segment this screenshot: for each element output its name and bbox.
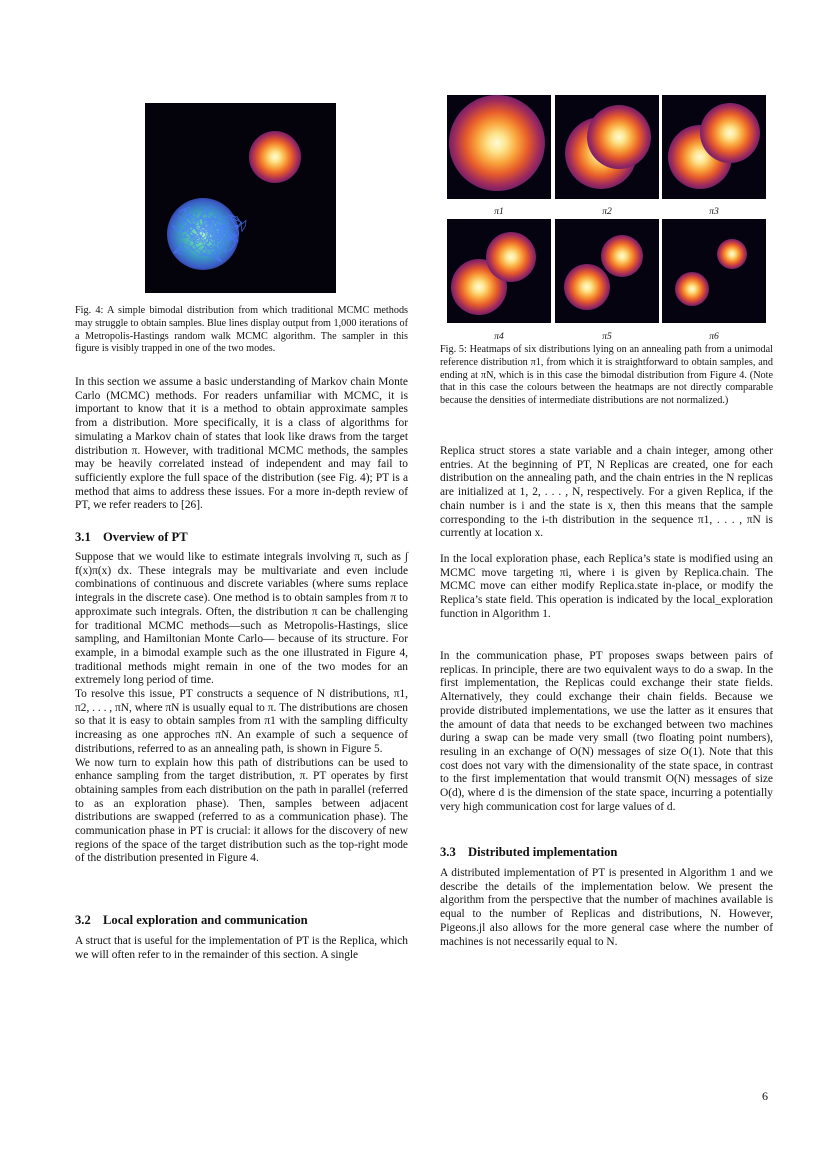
local-phase-paragraph: In the local exploration phase, each Replica’s state is modified using an MCMC move targeting πi, where i is given by Replica.chain. The MCMC move can either modify Replica.state in-place, or modify the Replica’s state field. This operation is indicated by the local_exploration function in Algorithm 1.	[440, 553, 773, 620]
replica-paragraph: Replica struct stores a state variable and a chain integer, among other entries. At the beginning of PT, N Replicas are created, one for each distribution on the annealing path, and the chain entries in the N replicas are initialized at 1, 2, . . . , N, respectively. For a given Replica, if the chain number is i and the state is x, then this means that the sample corresponding to the i-th distribution in the sequence π1, . . . , πN is currently at location x.	[440, 445, 773, 540]
distributed-paragraph: A distributed implementation of PT is presented in Algorithm 1 and we describe the details of the implementation below. We present the algorithm from the perspective that the number of machines available is equal to the number of Replicas and distributions, N. However, Pigeons.jl also allows for the more general case where the number of machines is not necessarily equal to N.	[440, 867, 773, 948]
section-3-1-heading: 3.1 Overview of PT	[75, 530, 188, 544]
label-pi4: π4	[494, 331, 504, 342]
page-number: 6	[762, 1089, 768, 1103]
heatmap-pi4	[447, 219, 551, 323]
local-exploration-paragraph: A struct that is useful for the implementation of PT is the Replica, which we will often refer to in the remainder of this section. A single	[75, 935, 408, 961]
label-pi1: π1	[494, 206, 504, 217]
mcmc-trace	[145, 103, 336, 293]
figure-5-caption: Fig. 5: Heatmaps of six distributions lying on an annealing path from a unimodal reference distribution π1, from which it is straightforward to obtain samples, and ending at πN, which is in this case the bimodal distribution from Figure 4. (Note that in this case the colours between the heatmaps are not directly comparable because the densities of intermediate distributions are not normalized.)	[440, 344, 773, 407]
overview-paragraph-2: To resolve this issue, PT constructs a sequence of N distributions, π1, π2, . . . , πN, where πN is usually equal to π. The distributions are chosen so that it is easy to obtain samples from π1 with the sampling difficulty increasing as one approches πN. An example of such a sequence of distributions, referred to as an annealing path, is shown in Figure 5.	[75, 688, 408, 755]
heatmap-pi1	[447, 95, 551, 199]
heatmap-pi5	[555, 219, 659, 323]
heatmap-pi2	[555, 95, 659, 199]
heatmap-pi6	[662, 219, 766, 323]
section-3-2-heading: 3.2 Local exploration and communication	[75, 913, 308, 927]
section-3-3-heading: 3.3 Distributed implementation	[440, 845, 618, 859]
overview-paragraph-3: We now turn to explain how this path of distributions can be used to enhance sampling from the target distribution, π. PT operates by first obtaining samples from each distribution on the path in parallel (referred to as an exploration phase). Then, samples between adjacent distributions are swapped (referred to as a communication phase). The communication phase in PT is crucial: it allows for the discovery of new regions of the space of the target distribution such as the top-right mode of the distribution presented in Figure 4.	[75, 756, 408, 865]
label-pi6: π6	[709, 331, 719, 342]
intro-paragraph: In this section we assume a basic understanding of Markov chain Monte Carlo (MCMC) methods. For readers unfamiliar with MCMC, it is important to know that it is a method to obtain approximate samples from a distribution. More specifically, it is a class of algorithms for simulating a Markov chain of states that look like draws from the target distribution π. However, with traditional MCMC methods, the samples may be heavily correlated instead of independent and may fail to sufficiently explore the full space of the distribution (see Fig. 4); PT is a method that aims to address these issues. For a more in-depth review of PT, we refer readers to [26].	[75, 376, 408, 512]
communication-phase-paragraph: In the communication phase, PT proposes swaps between pairs of replicas. In principle, there are two equivalent ways to do a swap. In the first implementation, the Replicas could exchange their state fields. Alternatively, they could exchange their chain fields. Because we provide distributed implementations, we use the latter as it ensures that the amount of data that needs to be exchanged between two machines during a swap can be made very small (two floating point numbers), resuling in an exchange of O(N) messages of size O(1). Note that this cost does not vary with the dimensionality of the state space, in contrast to the first implementation that would transmit O(N) messages of size O(d), where d is the dimension of the state space, incurring a potentially very high communication cost for large values of d.	[440, 650, 773, 813]
figure-4-image	[145, 103, 336, 293]
random-walk-path	[172, 206, 246, 262]
heatmap-pi3	[662, 95, 766, 199]
overview-paragraph-1: Suppose that we would like to estimate integrals involving π, such as ∫ f(x)π(x) dx. These integrals may be multivariate and even include combinations of continuous and discrete variables (where sums replace integrals in the discrete case). One method is to obtain samples from π to approximate such integrals. Often, the distribution π can be challenging for traditional MCMC methods—such as Metropolis-Hastings, slice sampling, and Hamiltonian Monte Carlo— because of its structure. For example, in a bimodal example such as the one illustrated in Figure 4, traditional methods might remain in one of the two modes for an extremely long period of time.	[75, 551, 408, 687]
figure-4-caption: Fig. 4: A simple bimodal distribution from which traditional MCMC methods may struggle to obtain samples. Blue lines display output from 1,000 iterations of a Metropolis-Hastings random walk MCMC algorithm. The sampler in this figure is visibly trapped in one of the two modes.	[75, 305, 408, 355]
label-pi3: π3	[709, 206, 719, 217]
label-pi2: π2	[602, 206, 612, 217]
label-pi5: π5	[602, 331, 612, 342]
